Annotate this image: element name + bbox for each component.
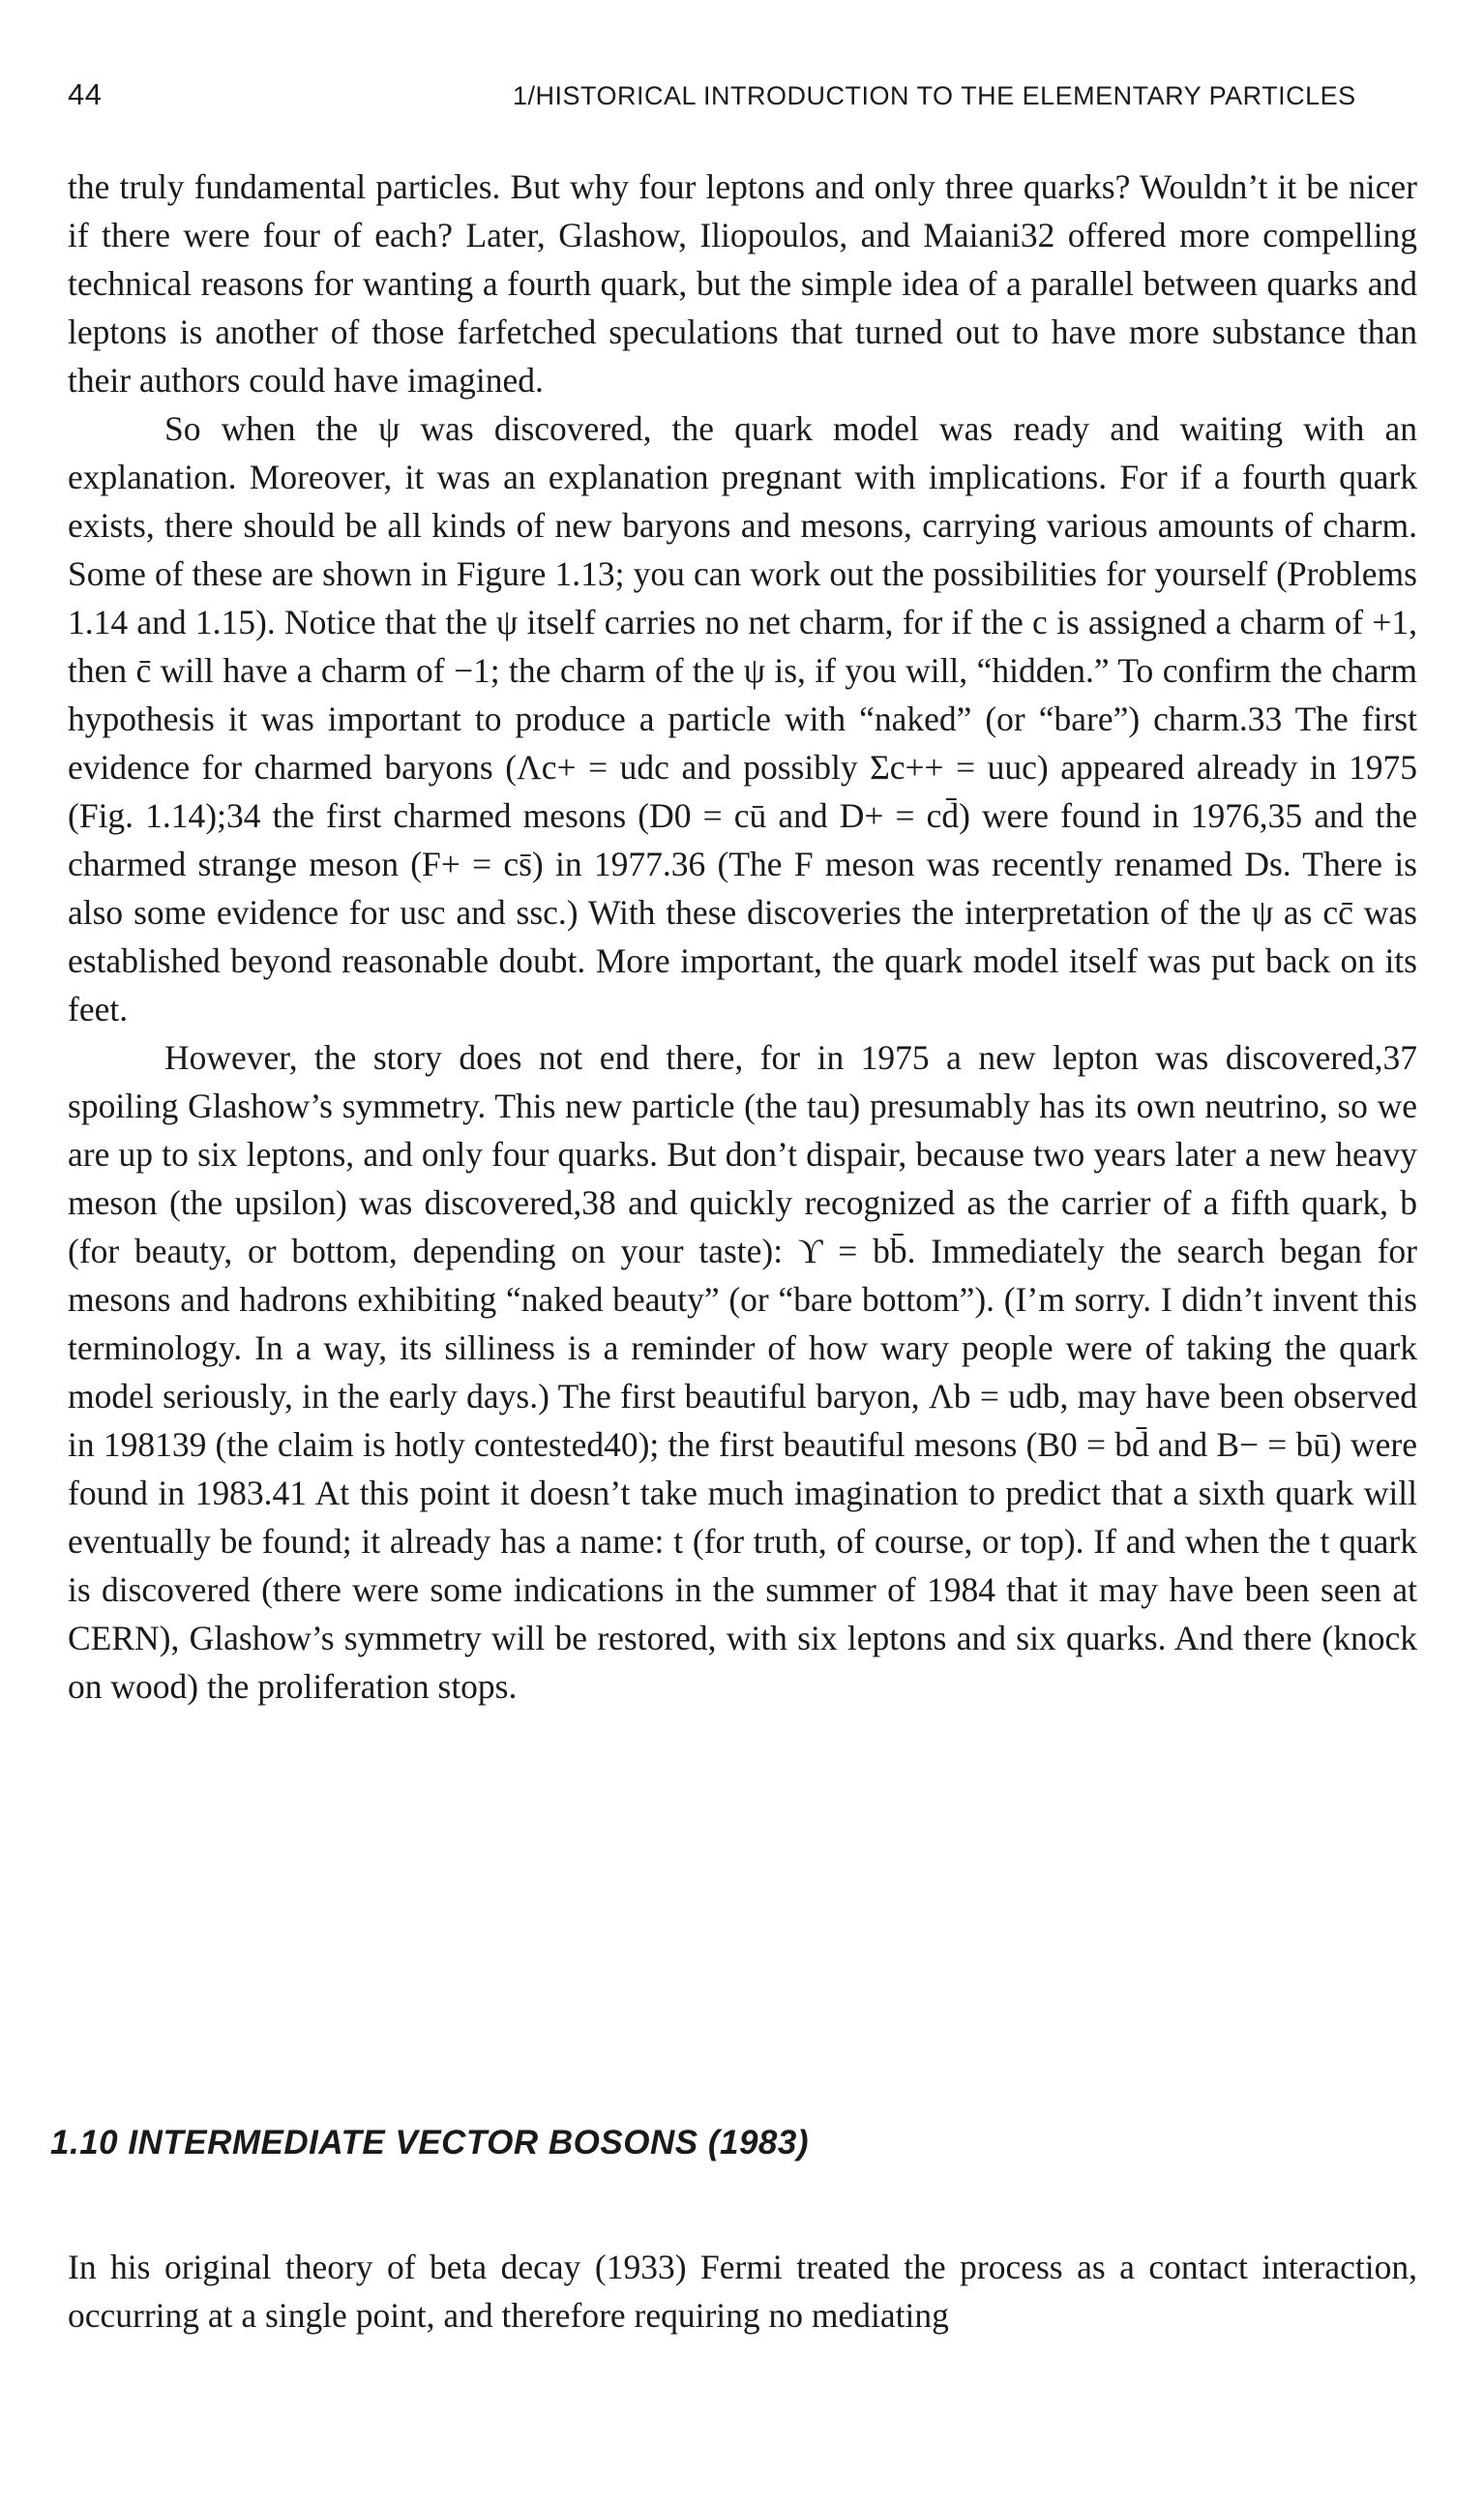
- paragraph-4: In his original theory of beta decay (1933) Fermi treated the process as a contact interaction, occurring at a single point, and therefore requiring no mediating: [68, 2248, 1417, 2335]
- paragraph-2: So when the ψ was discovered, the quark model was ready and waiting with an explanation. Moreover, it was an explanation pregnant with implications. For if a fourth quark exists, there should be all kinds of new baryons and mesons, carrying various amounts of charm. Some of these are shown in Figure 1.13; you can work out the possibilities for yourself (Problems 1.14 and 1.15). Notice that the ψ itself carries no net charm, for if the c is assigned a charm of +1, then c̄ will have a charm of −1; the charm of the ψ is, if you will, “hidden.” To confirm the charm hypothesis it was important to produce a particle with “naked” (or “bare”) charm.33 The first evidence for charmed baryons (Λc+ = udc and possibly Σc++ = uuc) appeared already in 1975 (Fig. 1.14);34 the first charmed mesons (D0 = cū and D+ = cd̄) were found in 1976,35 and the charmed strange meson (F+ = cs̄) in 1977.36 (The F meson was recently renamed Ds. There is also some evidence for usc and ssc.) With these discoveries the interpretation of the ψ as cc̄ was established beyond reasonable doubt. More important, the quark model itself was put back on its feet.: [68, 409, 1417, 1028]
- running-header: [68, 77, 1417, 116]
- paragraph-1: the truly fundamental particles. But why four leptons and only three quarks? Wouldn’t it be nicer if there were four of each? Later, Glashow, Iliopoulos, and Maiani32 offered more compelling technical reasons for wanting a fourth quark, but the simple idea of a parallel between quarks and leptons is another of those farfetched speculations that turned out to have more substance than their authors could have imagined.: [68, 167, 1417, 400]
- section-heading: 1.10 INTERMEDIATE VECTOR BOSONS (1983): [50, 2124, 809, 2161]
- paragraph-3: However, the story does not end there, for in 1975 a new lepton was discovered,37 spoiling Glashow’s symmetry. This new particle (the tau) presumably has its own neutrino, so we are up to six leptons, and only four quarks. But don’t dispair, because two years later a new heavy meson (the upsilon) was discovered,38 and quickly recognized as the carrier of a fifth quark, b (for beauty, or bottom, depending on your taste): ϒ = bb̄. Immediately the search began for mesons and hadrons exhibiting “naked beauty” (or “bare bottom”). (I’m sorry. I didn’t invent this terminology. In a way, its silliness is a reminder of how wary people were of taking the quark model seriously, in the early days.) The first beautiful baryon, Λb = udb, may have been observed in 198139 (the claim is hotly contested40); the first beautiful mesons (B0 = bd̄ and B− = bū) were found in 1983.41 At this point it doesn’t take much imagination to predict that a sixth quark will eventually be found; it already has a name: t (for truth, of course, or top). If and when the t quark is discovered (there were some indications in the summer of 1984 that it may have been seen at CERN), Glashow’s symmetry will be restored, with six leptons and six quarks. And there (knock on wood) the proliferation stops.: [68, 1038, 1417, 1706]
- page-number: 44: [68, 77, 103, 111]
- main-text: [68, 163, 1417, 1711]
- running-title: 1/HISTORICAL INTRODUCTION TO THE ELEMENTARY PARTICLES: [513, 81, 1356, 110]
- section-text: [68, 2243, 1417, 2340]
